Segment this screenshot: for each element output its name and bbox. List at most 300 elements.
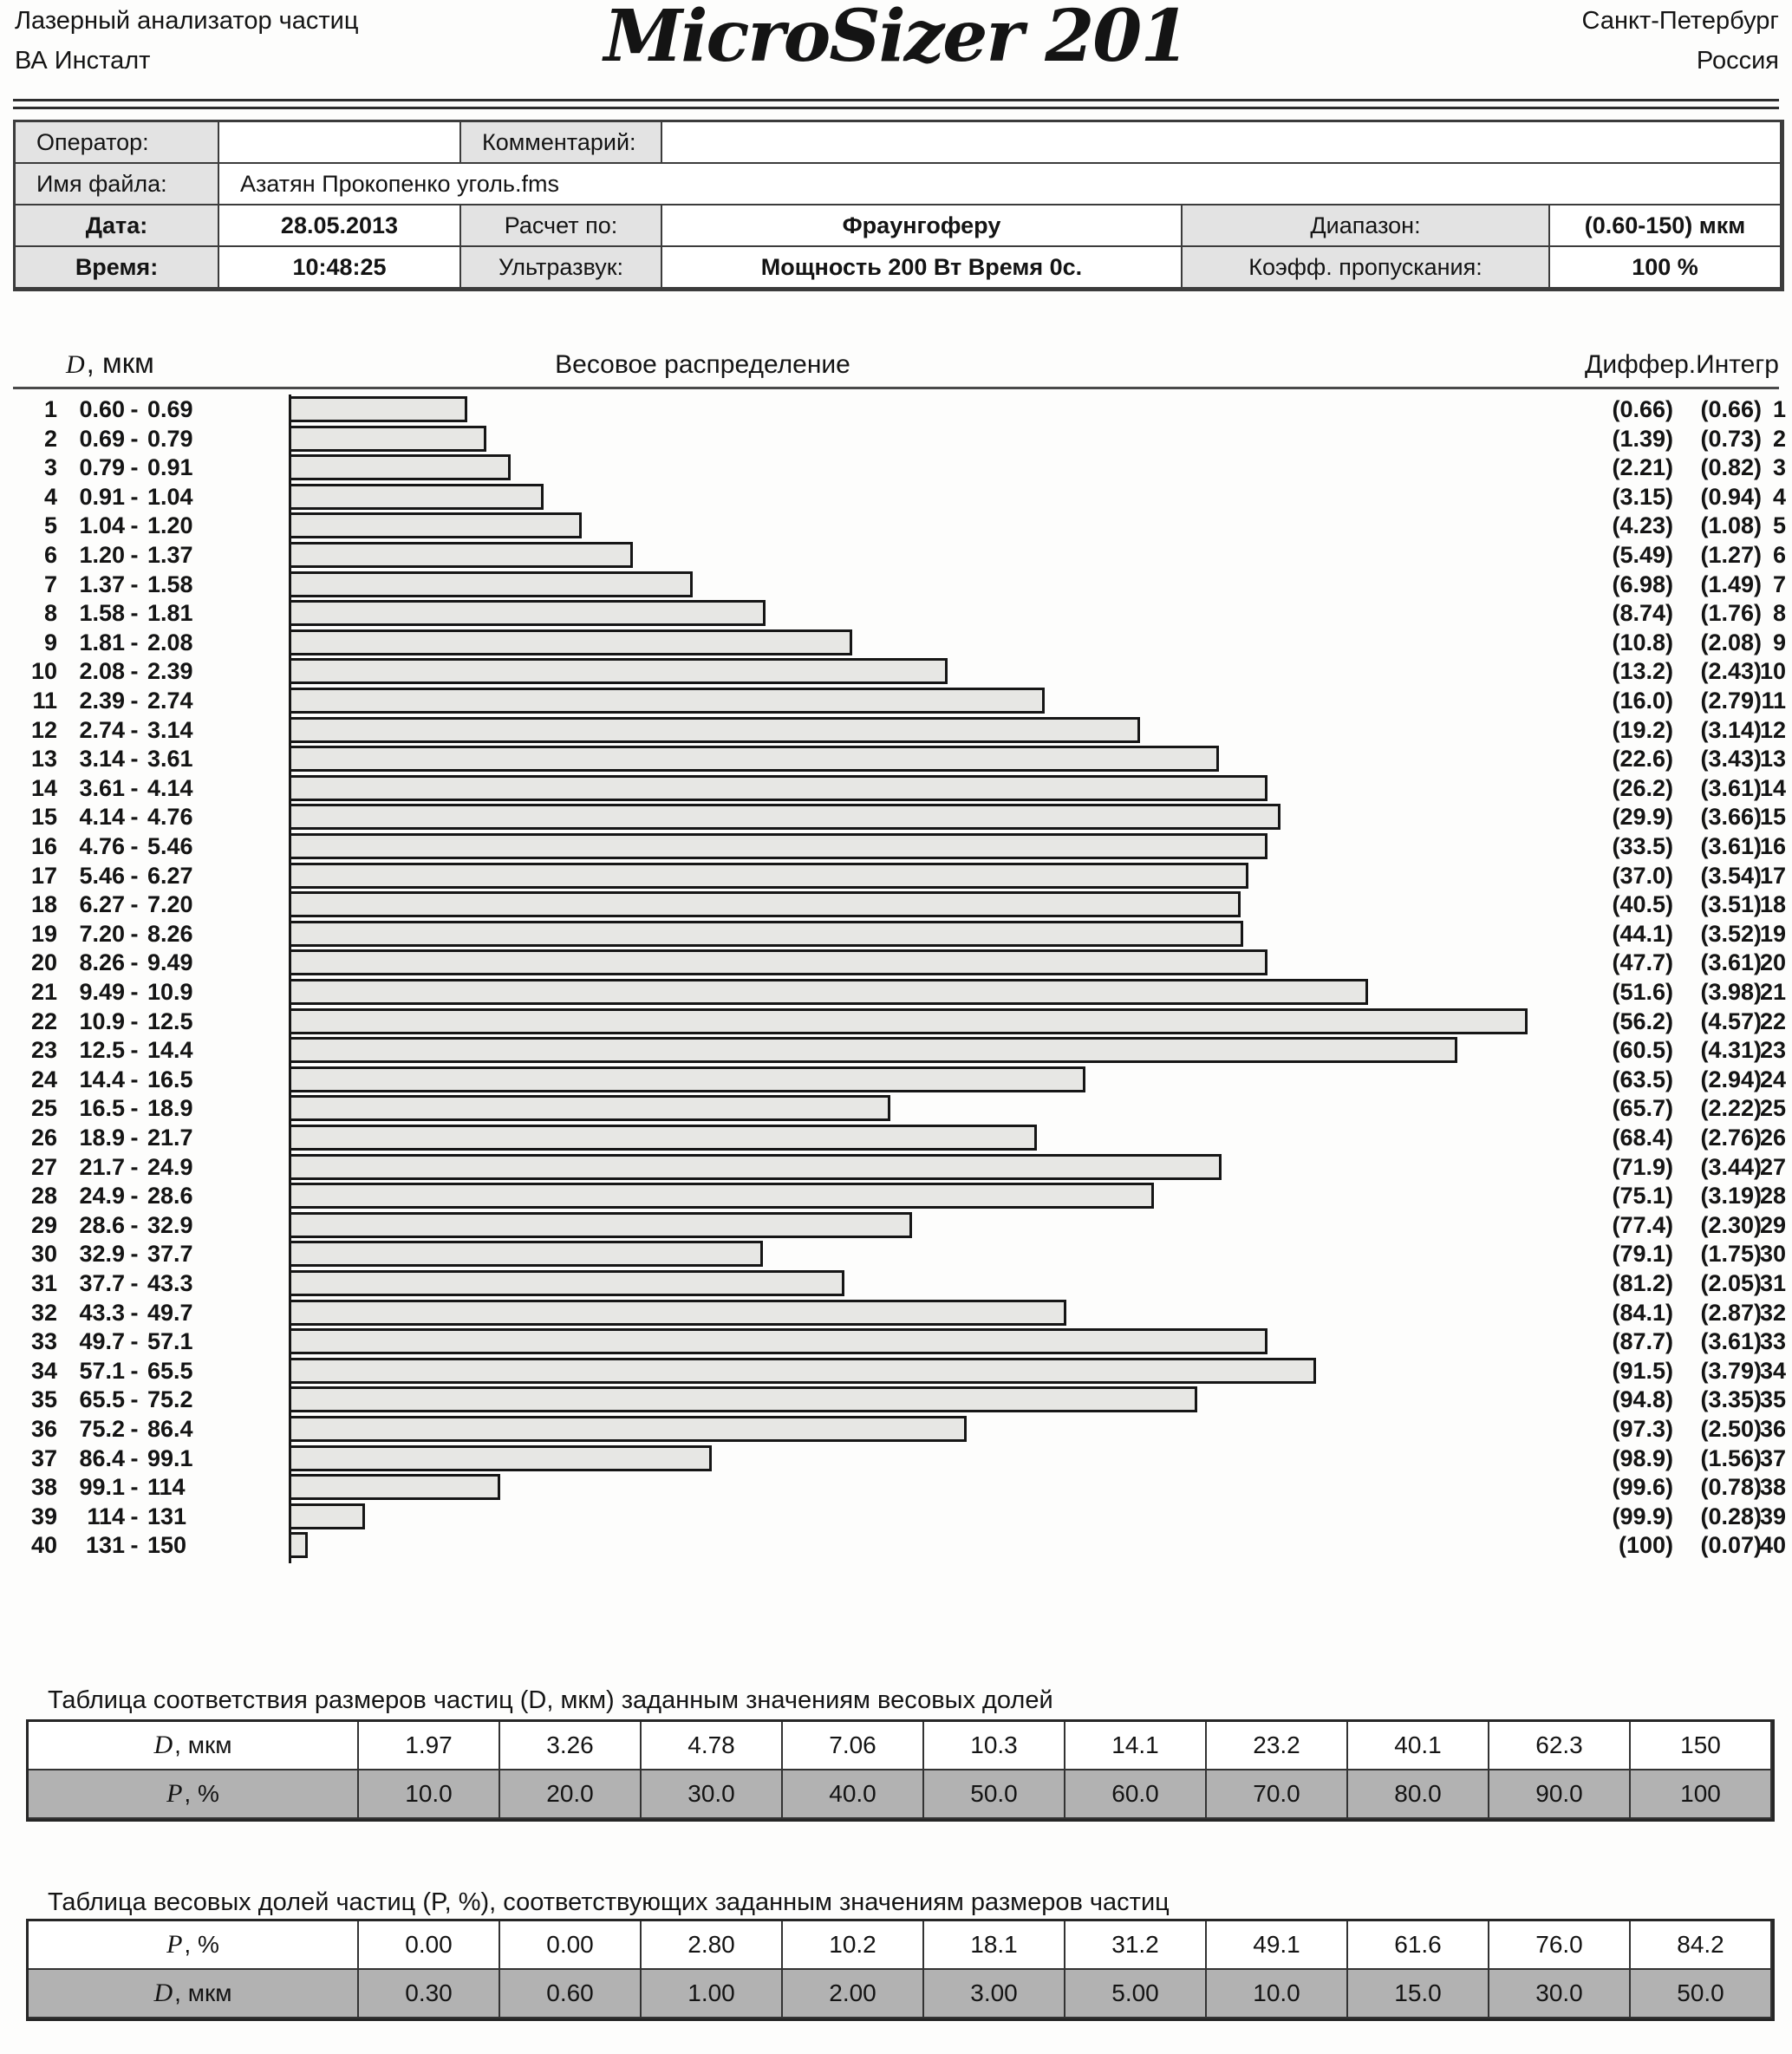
bin-dash: - bbox=[130, 454, 139, 481]
differential-value: (3.61) bbox=[1700, 949, 1762, 976]
bin-number-right: 23 bbox=[1759, 1037, 1786, 1064]
table-value: 20.0 bbox=[500, 1770, 642, 1819]
chart-row bbox=[0, 570, 1792, 599]
differential-value: (3.35) bbox=[1700, 1386, 1762, 1413]
bin-dash: - bbox=[130, 1211, 139, 1238]
chart-row bbox=[0, 1123, 1792, 1152]
integral-value: (10.8) bbox=[1612, 629, 1673, 655]
bin-number-right: 40 bbox=[1759, 1532, 1786, 1559]
date-value: 28.05.2013 bbox=[219, 205, 461, 247]
bin-from: 1.58 bbox=[79, 600, 125, 627]
bin-to: 37.7 bbox=[147, 1241, 193, 1268]
differential-value: (2.76) bbox=[1700, 1125, 1762, 1151]
company-name: ВА Инсталт bbox=[15, 47, 151, 75]
chart-row bbox=[0, 861, 1792, 890]
bin-dash: - bbox=[130, 1416, 139, 1442]
bin-dash: - bbox=[130, 1386, 139, 1413]
differential-value: (2.05) bbox=[1700, 1270, 1762, 1296]
diameter-column-header bbox=[66, 347, 154, 380]
bin-dash: - bbox=[130, 833, 139, 859]
table-value: 30.0 bbox=[642, 1770, 783, 1819]
d-symbol: D bbox=[66, 350, 85, 379]
bin-number: 30 bbox=[30, 1241, 57, 1268]
bin-number-right: 12 bbox=[1759, 716, 1786, 743]
bin-number-right: 2 bbox=[1772, 425, 1786, 452]
differential-value: (1.27) bbox=[1700, 542, 1762, 568]
distribution-bar bbox=[289, 688, 1045, 714]
distribution-bar bbox=[289, 746, 1219, 772]
bin-number-right: 6 bbox=[1772, 542, 1786, 568]
integral-value: (100) bbox=[1618, 1532, 1673, 1559]
chart-row bbox=[0, 1356, 1792, 1386]
bin-number-right: 22 bbox=[1759, 1007, 1786, 1034]
distribution-bar bbox=[289, 1503, 365, 1529]
ultrasound-value: Мощность 200 Вт Время 0с. bbox=[662, 247, 1183, 289]
calc-method-label: Расчет по: bbox=[461, 205, 662, 247]
integral-value: (19.2) bbox=[1612, 716, 1673, 743]
distribution-bar bbox=[289, 629, 852, 655]
bin-to: 2.39 bbox=[147, 658, 193, 685]
table-value: 2.80 bbox=[642, 1921, 783, 1970]
bin-number-right: 32 bbox=[1759, 1299, 1786, 1326]
size-vs-fraction-table bbox=[26, 1719, 1775, 1822]
chart-row bbox=[0, 628, 1792, 657]
bin-from: 3.14 bbox=[79, 746, 125, 773]
bin-dash: - bbox=[130, 774, 139, 801]
bin-number: 1 bbox=[43, 396, 57, 422]
bin-number-right: 29 bbox=[1759, 1211, 1786, 1238]
table-value: 40.0 bbox=[783, 1770, 924, 1819]
bin-from: 43.3 bbox=[79, 1299, 125, 1326]
differential-value: (2.94) bbox=[1700, 1066, 1762, 1092]
integral-value: (63.5) bbox=[1612, 1066, 1673, 1092]
bin-number-right: 11 bbox=[1761, 688, 1786, 714]
integral-value: (99.9) bbox=[1612, 1503, 1673, 1529]
table-value: 10.3 bbox=[924, 1722, 1065, 1770]
bin-dash: - bbox=[130, 862, 139, 889]
bin-number: 39 bbox=[30, 1503, 57, 1529]
bin-from: 1.81 bbox=[79, 629, 125, 655]
bin-number: 13 bbox=[30, 746, 57, 773]
chart-row bbox=[0, 1502, 1792, 1531]
chart-row bbox=[0, 715, 1792, 745]
integral-value: (79.1) bbox=[1612, 1241, 1673, 1268]
bin-number: 26 bbox=[30, 1125, 57, 1151]
bin-number-right: 35 bbox=[1759, 1386, 1786, 1413]
bin-dash: - bbox=[130, 1474, 139, 1501]
bin-from: 18.9 bbox=[79, 1125, 125, 1151]
bin-to: 32.9 bbox=[147, 1211, 193, 1238]
bin-dash: - bbox=[130, 688, 139, 714]
chart-row bbox=[0, 511, 1792, 540]
bin-from: 1.04 bbox=[79, 512, 125, 539]
bin-from: 8.26 bbox=[79, 949, 125, 976]
table-value: 84.2 bbox=[1631, 1921, 1772, 1970]
bin-dash: - bbox=[130, 949, 139, 976]
bin-to: 4.76 bbox=[147, 804, 193, 831]
bin-number-right: 4 bbox=[1772, 483, 1786, 510]
bin-number-right: 3 bbox=[1772, 454, 1786, 481]
bin-dash: - bbox=[130, 658, 139, 685]
transmission-label: Коэфф. пропускания: bbox=[1183, 247, 1550, 289]
table-value: 14.1 bbox=[1065, 1722, 1207, 1770]
differential-value: (4.57) bbox=[1700, 1007, 1762, 1034]
differential-value: (3.66) bbox=[1700, 804, 1762, 831]
bin-to: 0.91 bbox=[147, 454, 193, 481]
table-value: 90.0 bbox=[1489, 1770, 1631, 1819]
bin-to: 8.26 bbox=[147, 920, 193, 947]
integral-value: (40.5) bbox=[1612, 891, 1673, 918]
bin-number-right: 33 bbox=[1759, 1328, 1786, 1355]
chart-row bbox=[0, 1385, 1792, 1414]
table-value: 3.00 bbox=[924, 1970, 1065, 2018]
differential-value: (1.49) bbox=[1700, 571, 1762, 597]
integral-value: (98.9) bbox=[1612, 1444, 1673, 1471]
bin-number: 10 bbox=[30, 658, 57, 685]
bin-dash: - bbox=[130, 891, 139, 918]
bin-to: 1.58 bbox=[147, 571, 193, 597]
table-value: 2.00 bbox=[783, 1970, 924, 2018]
distribution-bar bbox=[289, 979, 1368, 1005]
bin-dash: - bbox=[130, 512, 139, 539]
differential-value: (2.30) bbox=[1700, 1211, 1762, 1238]
bin-number: 31 bbox=[30, 1270, 57, 1296]
bin-number-right: 27 bbox=[1759, 1153, 1786, 1180]
differential-value: (0.82) bbox=[1700, 454, 1762, 481]
distribution-bar bbox=[289, 396, 467, 422]
table-value: 31.2 bbox=[1065, 1921, 1207, 1970]
distribution-bar bbox=[289, 891, 1241, 917]
table-value: 0.00 bbox=[359, 1921, 500, 1970]
differential-value: (1.76) bbox=[1700, 600, 1762, 627]
distribution-bar bbox=[289, 1125, 1037, 1151]
bin-from: 28.6 bbox=[79, 1211, 125, 1238]
integral-value: (0.66) bbox=[1612, 396, 1673, 422]
bin-number-right: 9 bbox=[1772, 629, 1786, 655]
integral-value: (91.5) bbox=[1612, 1357, 1673, 1384]
bin-from: 65.5 bbox=[79, 1386, 125, 1413]
table-value: 80.0 bbox=[1348, 1770, 1489, 1819]
bin-number-right: 39 bbox=[1759, 1503, 1786, 1529]
bin-from: 3.61 bbox=[79, 774, 125, 801]
date-label: Дата: bbox=[16, 205, 219, 247]
bin-to: 21.7 bbox=[147, 1125, 193, 1151]
bin-number: 7 bbox=[43, 571, 57, 597]
bin-from: 0.91 bbox=[79, 483, 125, 510]
chart-row bbox=[0, 1472, 1792, 1502]
bin-dash: - bbox=[130, 1328, 139, 1355]
bin-dash: - bbox=[130, 1357, 139, 1384]
integral-value: (22.6) bbox=[1612, 746, 1673, 773]
table-value: 1.00 bbox=[642, 1970, 783, 2018]
chart-row bbox=[0, 1530, 1792, 1560]
distribution-bar bbox=[289, 1300, 1066, 1326]
bin-from: 0.69 bbox=[79, 425, 125, 452]
bin-number-right: 15 bbox=[1759, 804, 1786, 831]
bin-number: 2 bbox=[43, 425, 57, 452]
bin-number: 15 bbox=[30, 804, 57, 831]
bin-number-right: 5 bbox=[1772, 512, 1786, 539]
chart-row bbox=[0, 1210, 1792, 1240]
bin-number: 29 bbox=[30, 1211, 57, 1238]
bin-number: 9 bbox=[43, 629, 57, 655]
integral-value: (3.15) bbox=[1612, 483, 1673, 510]
chart-row bbox=[0, 802, 1792, 831]
bin-dash: - bbox=[130, 571, 139, 597]
chart-row bbox=[0, 598, 1792, 628]
distribution-bar bbox=[289, 1445, 712, 1471]
bin-from: 114 bbox=[87, 1503, 125, 1529]
table-value: 60.0 bbox=[1065, 1770, 1207, 1819]
bin-dash: - bbox=[130, 1241, 139, 1268]
bin-to: 1.04 bbox=[147, 483, 193, 510]
bin-number: 4 bbox=[43, 483, 57, 510]
bin-dash: - bbox=[130, 716, 139, 743]
ultrasound-label: Ультразвук: bbox=[461, 247, 662, 289]
bin-number-right: 21 bbox=[1759, 979, 1786, 1005]
distribution-bar bbox=[289, 1183, 1154, 1209]
bin-number: 38 bbox=[30, 1474, 57, 1501]
fraction-table-title: Таблица весовых долей частиц (P, %), соответствующих заданным значениям размеров частиц bbox=[48, 1888, 1170, 1916]
bin-to: 114 bbox=[147, 1474, 186, 1501]
table-value: 10.2 bbox=[783, 1921, 924, 1970]
integral-value: (13.2) bbox=[1612, 658, 1673, 685]
bin-to: 3.14 bbox=[147, 716, 193, 743]
fraction-vs-size-table bbox=[26, 1919, 1775, 2021]
differential-value: (3.79) bbox=[1700, 1357, 1762, 1384]
integral-value: (26.2) bbox=[1612, 774, 1673, 801]
bin-number: 32 bbox=[30, 1299, 57, 1326]
row-label: P , % bbox=[29, 1921, 359, 1970]
table-value: 50.0 bbox=[924, 1770, 1065, 1819]
chart-row bbox=[0, 1327, 1792, 1356]
differential-value: (1.75) bbox=[1700, 1241, 1762, 1268]
table-value: 30.0 bbox=[1489, 1970, 1631, 2018]
bin-dash: - bbox=[130, 1125, 139, 1151]
bin-to: 2.08 bbox=[147, 629, 193, 655]
calc-method-value: Фраунгоферу bbox=[662, 205, 1183, 247]
bin-from: 32.9 bbox=[79, 1241, 125, 1268]
integral-value: (8.74) bbox=[1612, 600, 1673, 627]
differential-value: (0.66) bbox=[1700, 396, 1762, 422]
distribution-bar bbox=[289, 1095, 890, 1121]
distribution-bar bbox=[289, 1241, 763, 1267]
bin-dash: - bbox=[130, 1183, 139, 1210]
size-table-title: Таблица соответствия размеров частиц (D, мкм) заданным значениям весовых долей bbox=[48, 1686, 1053, 1714]
bin-number-right: 28 bbox=[1759, 1183, 1786, 1210]
distribution-bar bbox=[289, 1270, 844, 1296]
bin-number: 21 bbox=[30, 979, 57, 1005]
bin-dash: - bbox=[130, 1095, 139, 1122]
bin-to: 49.7 bbox=[147, 1299, 193, 1326]
bin-to: 131 bbox=[147, 1503, 187, 1529]
integral-value: (84.1) bbox=[1612, 1299, 1673, 1326]
differential-value: (3.61) bbox=[1700, 1328, 1762, 1355]
bin-to: 43.3 bbox=[147, 1270, 193, 1296]
bin-number: 33 bbox=[30, 1328, 57, 1355]
differential-value: (4.31) bbox=[1700, 1037, 1762, 1064]
differential-value: (3.61) bbox=[1700, 833, 1762, 859]
table-value: 1.97 bbox=[359, 1722, 500, 1770]
differential-value: (3.61) bbox=[1700, 774, 1762, 801]
filename-value: Азатян Прокопенко уголь.fms bbox=[219, 164, 1782, 205]
bin-number-right: 1 bbox=[1772, 396, 1786, 422]
range-label: Диапазон: bbox=[1183, 205, 1550, 247]
row-label: D , мкм bbox=[29, 1970, 359, 2018]
bin-from: 131 bbox=[85, 1532, 125, 1559]
bin-number: 28 bbox=[30, 1183, 57, 1210]
chart-row bbox=[0, 1239, 1792, 1268]
chart-row bbox=[0, 1444, 1792, 1473]
chart-row bbox=[0, 890, 1792, 919]
differential-value: (2.79) bbox=[1700, 688, 1762, 714]
table-value: 0.00 bbox=[500, 1921, 642, 1970]
range-value: (0.60-150) мкм bbox=[1550, 205, 1782, 247]
differential-value: (0.94) bbox=[1700, 483, 1762, 510]
bin-number-right: 26 bbox=[1759, 1125, 1786, 1151]
chart-row bbox=[0, 977, 1792, 1007]
bin-from: 4.14 bbox=[79, 804, 125, 831]
transmission-value: 100 % bbox=[1550, 247, 1782, 289]
bin-dash: - bbox=[130, 746, 139, 773]
integral-value: (75.1) bbox=[1612, 1183, 1673, 1210]
bin-dash: - bbox=[130, 979, 139, 1005]
filename-label: Имя файла: bbox=[16, 164, 219, 205]
table-value: 0.30 bbox=[359, 1970, 500, 2018]
bin-dash: - bbox=[130, 629, 139, 655]
bin-dash: - bbox=[130, 542, 139, 568]
bin-from: 37.7 bbox=[79, 1270, 125, 1296]
bin-number: 16 bbox=[30, 833, 57, 859]
header-divider bbox=[13, 99, 1779, 109]
table-value: 76.0 bbox=[1489, 1921, 1631, 1970]
integral-value: (5.49) bbox=[1612, 542, 1673, 568]
chart-row bbox=[0, 1093, 1792, 1123]
bin-to: 99.1 bbox=[147, 1444, 193, 1471]
chart-row bbox=[0, 1414, 1792, 1444]
differential-value: (2.50) bbox=[1700, 1416, 1762, 1442]
table-value: 10.0 bbox=[359, 1770, 500, 1819]
row-label: D , мкм bbox=[29, 1722, 359, 1770]
bin-from: 14.4 bbox=[79, 1066, 125, 1092]
differential-value: (3.98) bbox=[1700, 979, 1762, 1005]
bin-to: 57.1 bbox=[147, 1328, 193, 1355]
bin-number: 19 bbox=[30, 920, 57, 947]
bin-to: 5.46 bbox=[147, 833, 193, 859]
differential-value: (1.08) bbox=[1700, 512, 1762, 539]
bin-dash: - bbox=[130, 1270, 139, 1296]
distribution-bar bbox=[289, 1386, 1197, 1412]
operator-label: Оператор: bbox=[16, 122, 219, 164]
bin-to: 24.9 bbox=[147, 1153, 193, 1180]
bin-from: 2.08 bbox=[79, 658, 125, 685]
bin-to: 18.9 bbox=[147, 1095, 193, 1122]
bin-number-right: 10 bbox=[1759, 658, 1786, 685]
distribution-bar bbox=[289, 804, 1280, 830]
distribution-bar bbox=[289, 1328, 1267, 1354]
city-text: Санкт-Петербург bbox=[1581, 7, 1779, 35]
differential-value: (0.78) bbox=[1700, 1474, 1762, 1501]
distribution-bar bbox=[289, 571, 693, 597]
bin-number: 14 bbox=[30, 774, 57, 801]
bin-from: 5.46 bbox=[79, 862, 125, 889]
table-value: 0.60 bbox=[500, 1970, 642, 2018]
bin-number-right: 31 bbox=[1759, 1270, 1786, 1296]
integral-value: (87.7) bbox=[1612, 1328, 1673, 1355]
bin-number: 17 bbox=[30, 862, 57, 889]
row-label: P , % bbox=[29, 1770, 359, 1819]
table-value: 4.78 bbox=[642, 1722, 783, 1770]
bin-number-right: 13 bbox=[1759, 746, 1786, 773]
bin-number: 5 bbox=[43, 512, 57, 539]
chart-title: Весовое распределение bbox=[555, 350, 850, 379]
bin-to: 4.14 bbox=[147, 774, 193, 801]
differential-value: (1.56) bbox=[1700, 1444, 1762, 1471]
integral-value: (94.8) bbox=[1612, 1386, 1673, 1413]
bin-number: 18 bbox=[30, 891, 57, 918]
distribution-bar bbox=[289, 833, 1267, 859]
bin-from: 49.7 bbox=[79, 1328, 125, 1355]
bin-from: 75.2 bbox=[79, 1416, 125, 1442]
label-symbol: D bbox=[153, 1979, 173, 2007]
bin-number-right: 14 bbox=[1759, 774, 1786, 801]
bin-dash: - bbox=[130, 483, 139, 510]
bin-number-right: 7 bbox=[1772, 571, 1786, 597]
table-value: 3.26 bbox=[500, 1722, 642, 1770]
chart-row bbox=[0, 744, 1792, 773]
bin-number: 24 bbox=[30, 1066, 57, 1092]
integral-value: (44.1) bbox=[1612, 920, 1673, 947]
bin-number-right: 18 bbox=[1759, 891, 1786, 918]
bin-from: 7.20 bbox=[79, 920, 125, 947]
bin-number-right: 38 bbox=[1759, 1474, 1786, 1501]
bin-number: 3 bbox=[43, 454, 57, 481]
bin-number: 8 bbox=[43, 600, 57, 627]
integral-value: (60.5) bbox=[1612, 1037, 1673, 1064]
bin-from: 99.1 bbox=[79, 1474, 125, 1501]
distribution-bar bbox=[289, 1358, 1316, 1384]
distribution-bar bbox=[289, 1008, 1528, 1034]
bin-from: 86.4 bbox=[79, 1444, 125, 1471]
measurement-info-table bbox=[13, 120, 1784, 291]
bin-number: 36 bbox=[30, 1416, 57, 1442]
bin-dash: - bbox=[130, 1444, 139, 1471]
integral-value: (1.39) bbox=[1612, 425, 1673, 452]
differential-value: (3.51) bbox=[1700, 891, 1762, 918]
chart-top-rule bbox=[13, 387, 1779, 389]
distribution-bar bbox=[289, 454, 511, 480]
time-label: Время: bbox=[16, 247, 219, 289]
integral-value: (33.5) bbox=[1612, 833, 1673, 859]
differential-integral-header: Диффер.Интегр bbox=[1585, 350, 1779, 379]
table-value: 61.6 bbox=[1348, 1921, 1489, 1970]
bin-from: 0.60 bbox=[79, 396, 125, 422]
bin-number-right: 20 bbox=[1759, 949, 1786, 976]
bin-from: 4.76 bbox=[79, 833, 125, 859]
distribution-bar bbox=[289, 1532, 308, 1558]
bin-from: 21.7 bbox=[79, 1153, 125, 1180]
differential-value: (3.52) bbox=[1700, 920, 1762, 947]
device-type-text: Лазерный анализатор частиц bbox=[15, 7, 359, 35]
bin-dash: - bbox=[130, 600, 139, 627]
comment-value bbox=[662, 122, 1782, 164]
integral-value: (71.9) bbox=[1612, 1153, 1673, 1180]
bin-from: 16.5 bbox=[79, 1095, 125, 1122]
table-value: 70.0 bbox=[1207, 1770, 1348, 1819]
differential-value: (3.19) bbox=[1700, 1183, 1762, 1210]
table-value: 7.06 bbox=[783, 1722, 924, 1770]
bin-number-right: 17 bbox=[1759, 862, 1786, 889]
